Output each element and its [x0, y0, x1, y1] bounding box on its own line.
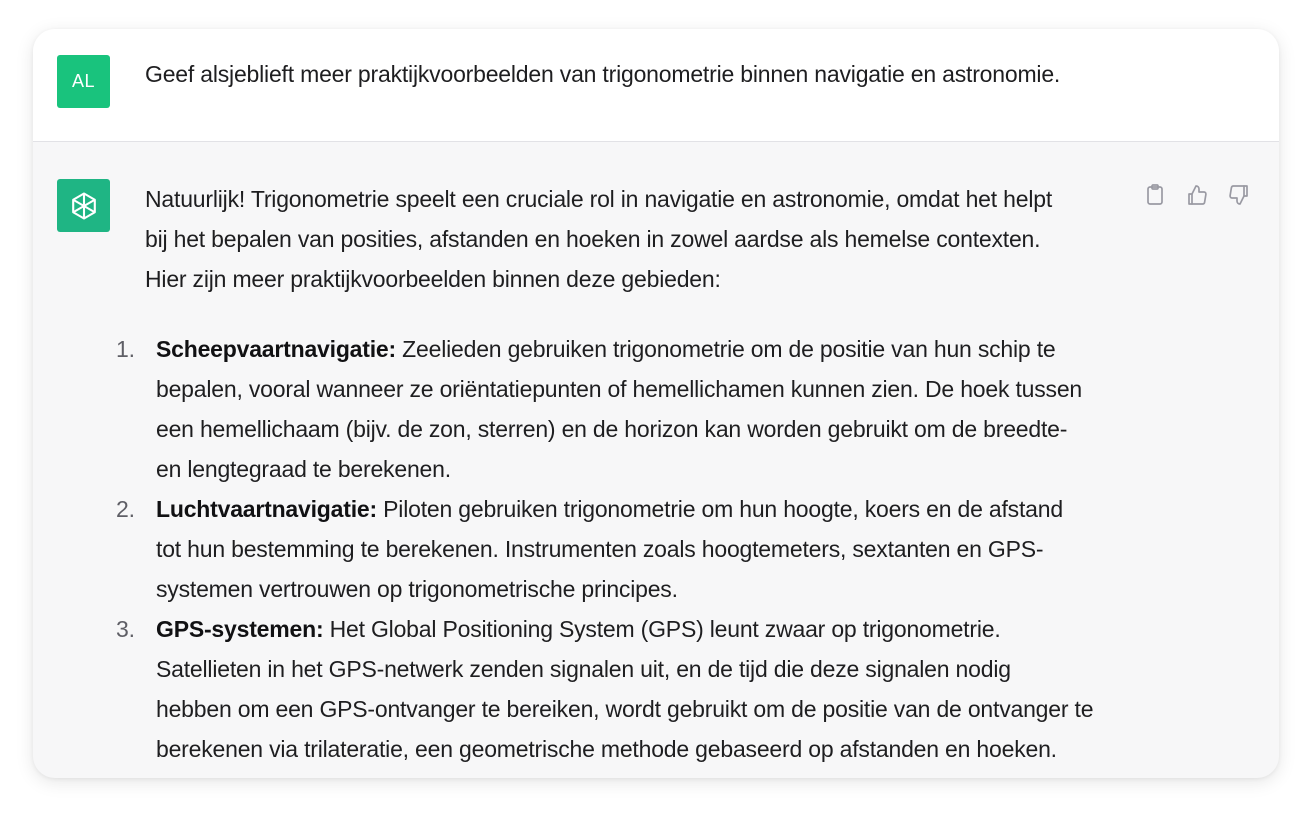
intro-line: Natuurlijk! Trigonometrie speelt een cruciale rol in navigatie en astronomie, omdat het helpt — [145, 186, 1053, 212]
assistant-intro — [145, 179, 1135, 299]
answer-list — [116, 329, 1135, 769]
assistant-message — [116, 179, 1135, 769]
list-item-line: en lengtegraad te berekenen. — [156, 456, 451, 482]
list-item-title: GPS-systemen: — [156, 616, 324, 642]
thumbs-up-button[interactable] — [1185, 182, 1209, 208]
list-item — [116, 489, 1135, 609]
thumbs-down-icon — [1227, 183, 1251, 207]
intro-line: bij het bepalen van posities, afstanden en hoeken in zowel aardse als hemelse contexten. — [145, 226, 1041, 252]
list-item-first-line — [156, 609, 1135, 649]
list-item-text: Zeelieden gebruiken trigonometrie om de positie van hun schip te — [395, 336, 1056, 362]
user-avatar — [57, 55, 110, 108]
user-message-row — [33, 29, 1279, 142]
list-item-title: Luchtvaartnavigatie: — [156, 496, 377, 522]
list-item — [116, 609, 1135, 769]
user-avatar-initials: AL — [71, 71, 96, 91]
list-item-line: tot hun bestemming te berekenen. Instrumenten zoals hoogtemeters, sextanten en GPS- — [156, 536, 1044, 562]
list-item-title: Scheepvaartnavigatie: — [156, 336, 396, 362]
list-item-first-line — [156, 329, 1135, 369]
chat-card — [33, 29, 1279, 778]
user-message-text: Geef alsjeblieft meer praktijkvoorbeelden van trigonometrie binnen navigatie en astronomie. — [145, 61, 1061, 87]
list-item-line: berekenen via trilateratie, een geometrische methode gebaseerd op afstanden en hoeken. — [156, 736, 1057, 762]
thumbs-up-icon — [1185, 183, 1209, 207]
intro-line: Hier zijn meer praktijkvoorbeelden binnen deze gebieden: — [145, 266, 721, 292]
list-item-line: systemen vertrouwen op trigonometrische principes. — [156, 576, 678, 602]
copy-button[interactable] — [1143, 182, 1167, 208]
clipboard-icon — [1144, 183, 1166, 207]
openai-logo-icon — [67, 189, 101, 223]
list-item-line: bepalen, vooral wanneer ze oriëntatiepunten of hemellichamen kunnen zien. De hoek tussen — [156, 376, 1083, 402]
list-item-text: Piloten gebruiken trigonometrie om hun hoogte, koers en de afstand — [376, 496, 1063, 522]
list-item-line: een hemellichaam (bijv. de zon, sterren) en de horizon kan worden gebruikt om de breedte- — [156, 416, 1068, 442]
message-actions — [1143, 182, 1251, 208]
list-item — [116, 329, 1135, 489]
list-item-first-line — [156, 489, 1135, 529]
list-item-line: Satellieten in het GPS-netwerk zenden signalen uit, en de tijd die deze signalen nodig — [156, 656, 1011, 682]
thumbs-down-button[interactable] — [1227, 182, 1251, 208]
list-item-text: Het Global Positioning System (GPS) leunt zwaar op trigonometrie. — [323, 616, 1001, 642]
assistant-avatar — [57, 179, 110, 232]
list-item-number: 3. — [116, 616, 135, 642]
list-item-number: 1. — [116, 336, 135, 362]
list-item-line: hebben om een GPS-ontvanger te bereiken, wordt gebruikt om de positie van de ontvanger te — [156, 696, 1094, 722]
list-item-number: 2. — [116, 496, 135, 522]
